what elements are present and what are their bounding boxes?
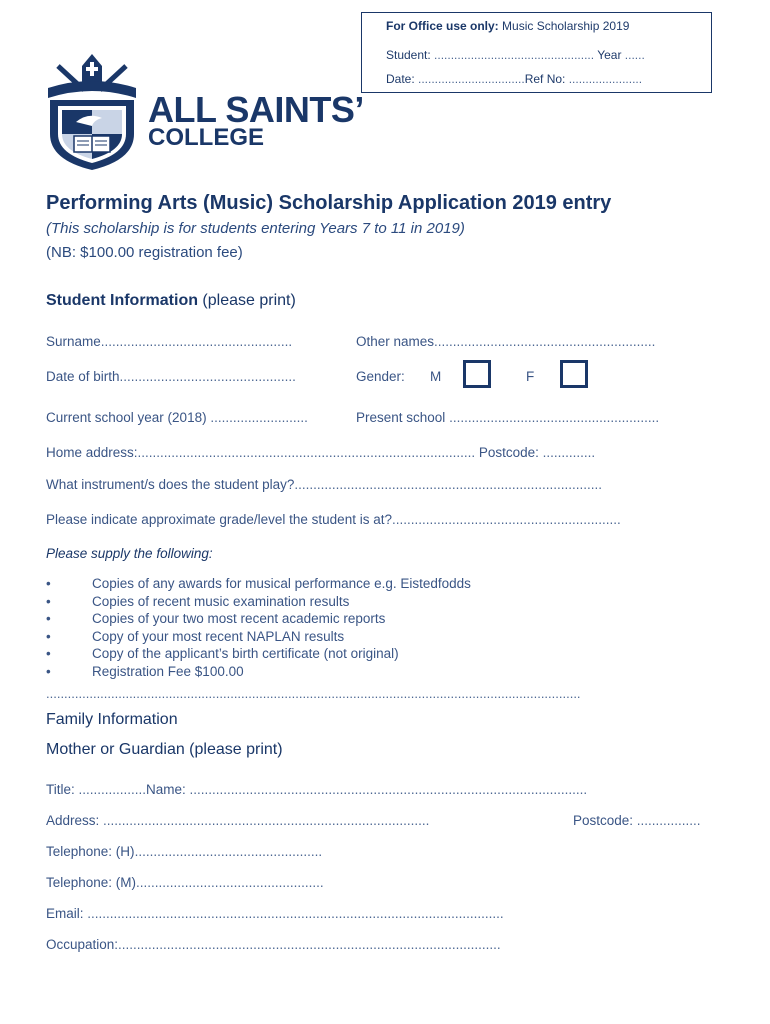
- supply-item-text: Copies of your two most recent academic reports: [92, 611, 386, 627]
- name-label: Name:: [146, 782, 190, 797]
- bullet: •: [46, 663, 51, 679]
- other-names-field[interactable]: ...........................................................: [434, 334, 656, 349]
- office-heading-bold: For Office use only:: [386, 19, 499, 33]
- bullet: •: [46, 646, 51, 662]
- supply-item-text: Copy of the applicant’s birth certificate (not original): [92, 646, 399, 662]
- dob-field[interactable]: ...............................................: [119, 369, 296, 384]
- surname-field[interactable]: ...................................................: [100, 334, 293, 349]
- gender-f-checkbox[interactable]: [560, 360, 588, 388]
- occupation-field[interactable]: ......................................................................................................: [118, 937, 501, 952]
- present-school-label: Present school: [356, 410, 450, 425]
- other-names-row: [356, 334, 655, 349]
- gender-m-checkbox[interactable]: [463, 360, 491, 388]
- office-student-label: Student:: [386, 48, 435, 62]
- office-heading: [386, 19, 629, 33]
- logo-subtitle: COLLEGE: [148, 124, 265, 151]
- present-school-row: [356, 410, 659, 425]
- office-ref-label: Ref No:: [524, 72, 569, 86]
- home-address-label: Home address:: [46, 445, 138, 460]
- supply-item-text: Copy of your most recent NAPLAN results: [92, 628, 345, 644]
- office-student-field[interactable]: ................................................: [434, 48, 595, 62]
- email-row: [46, 906, 504, 921]
- tel-mobile-row: [46, 875, 324, 890]
- office-ref-field[interactable]: ......................: [568, 72, 643, 86]
- surname-label: Surname: [46, 334, 101, 349]
- tel-mobile-field[interactable]: ..................................................: [136, 875, 324, 890]
- school-year-field[interactable]: ..........................: [210, 410, 308, 425]
- tel-home-label: Telephone: (H): [46, 844, 135, 859]
- student-info-heading: [46, 292, 296, 310]
- bullet: •: [46, 576, 51, 591]
- supply-heading: Please supply the following:: [46, 546, 213, 561]
- email-label: Email:: [46, 906, 88, 921]
- title-label: Title:: [46, 782, 79, 797]
- office-heading-rest: Music Scholarship 2019: [498, 19, 630, 33]
- supply-item-text: Registration Fee $100.00: [92, 663, 244, 679]
- family-address-label: Address:: [46, 813, 104, 828]
- office-use-box: [361, 12, 712, 93]
- separator-dotted-line: ....................................................................................................................................................: [46, 686, 581, 701]
- office-year-field[interactable]: ......: [624, 48, 645, 62]
- family-address-field[interactable]: .......................................................................................: [103, 813, 430, 828]
- instrument-field[interactable]: ..................................................................................: [294, 477, 602, 492]
- dob-label: Date of birth: [46, 369, 120, 384]
- grade-field[interactable]: .............................................................: [391, 512, 621, 527]
- logo-title: ALL SAINTS’: [148, 89, 364, 130]
- office-date-label: Date:: [386, 72, 419, 86]
- gender-m-label: M: [430, 369, 442, 384]
- bullet: •: [46, 593, 51, 609]
- student-info-heading-rest: (please print): [197, 292, 296, 309]
- mother-guardian-heading: Mother or Guardian (please print): [46, 741, 283, 758]
- tel-home-row: [46, 844, 322, 859]
- supply-item-text: Copies of recent music examination results: [92, 593, 350, 609]
- student-info-heading-bold: Student Information: [46, 292, 198, 309]
- office-year-label: Year: [594, 48, 625, 62]
- family-info-heading: Family Information: [46, 711, 178, 728]
- grade-label: Please indicate approximate grade/level the student is at?: [46, 512, 392, 527]
- school-year-label: Current school year (2018): [46, 410, 211, 425]
- page-title: Performing Arts (Music) Scholarship Application 2019 entry: [46, 192, 612, 214]
- gender-label: Gender:: [356, 369, 405, 384]
- occupation-label: Occupation:: [46, 937, 119, 952]
- school-year-row: [46, 410, 308, 425]
- surname-row: [46, 334, 292, 349]
- name-field[interactable]: ..........................................................................................................: [189, 782, 588, 797]
- office-date-row: [386, 72, 642, 86]
- college-crest-icon: [44, 52, 140, 172]
- family-postcode-row: [573, 813, 701, 828]
- home-address-field[interactable]: ..........................................................................................: [137, 445, 476, 460]
- dob-row: [46, 369, 296, 384]
- other-names-label: Other names: [356, 334, 435, 349]
- home-postcode-label: Postcode:: [475, 445, 543, 460]
- instrument-row: [46, 477, 602, 492]
- family-postcode-label: Postcode:: [573, 813, 637, 828]
- home-postcode-field[interactable]: ..............: [542, 445, 596, 460]
- bullet: •: [46, 611, 51, 627]
- title-field[interactable]: ..................: [78, 782, 147, 797]
- occupation-row: [46, 937, 501, 952]
- home-address-row: [46, 445, 595, 460]
- present-school-field[interactable]: ........................................................: [449, 410, 660, 425]
- tel-home-field[interactable]: ..................................................: [134, 844, 323, 859]
- grade-row: [46, 512, 621, 527]
- gender-f-label: F: [526, 369, 535, 384]
- office-date-field[interactable]: ................................: [418, 72, 525, 86]
- tel-mobile-label: Telephone: (M): [46, 875, 137, 890]
- title-name-row: [46, 782, 587, 797]
- instrument-label: What instrument/s does the student play?: [46, 477, 295, 492]
- supply-item-text: Copies of any awards for musical performance e.g. Eistedfodds: [92, 576, 471, 591]
- bullet: •: [46, 628, 51, 644]
- office-student-row: [386, 48, 645, 62]
- fee-note: (NB: $100.00 registration fee): [46, 244, 243, 261]
- email-field[interactable]: ...............................................................................................................: [87, 906, 504, 921]
- family-address-row: [46, 813, 429, 828]
- family-postcode-field[interactable]: .................: [636, 813, 701, 828]
- page-subtitle: (This scholarship is for students entering Years 7 to 11 in 2019): [46, 220, 465, 237]
